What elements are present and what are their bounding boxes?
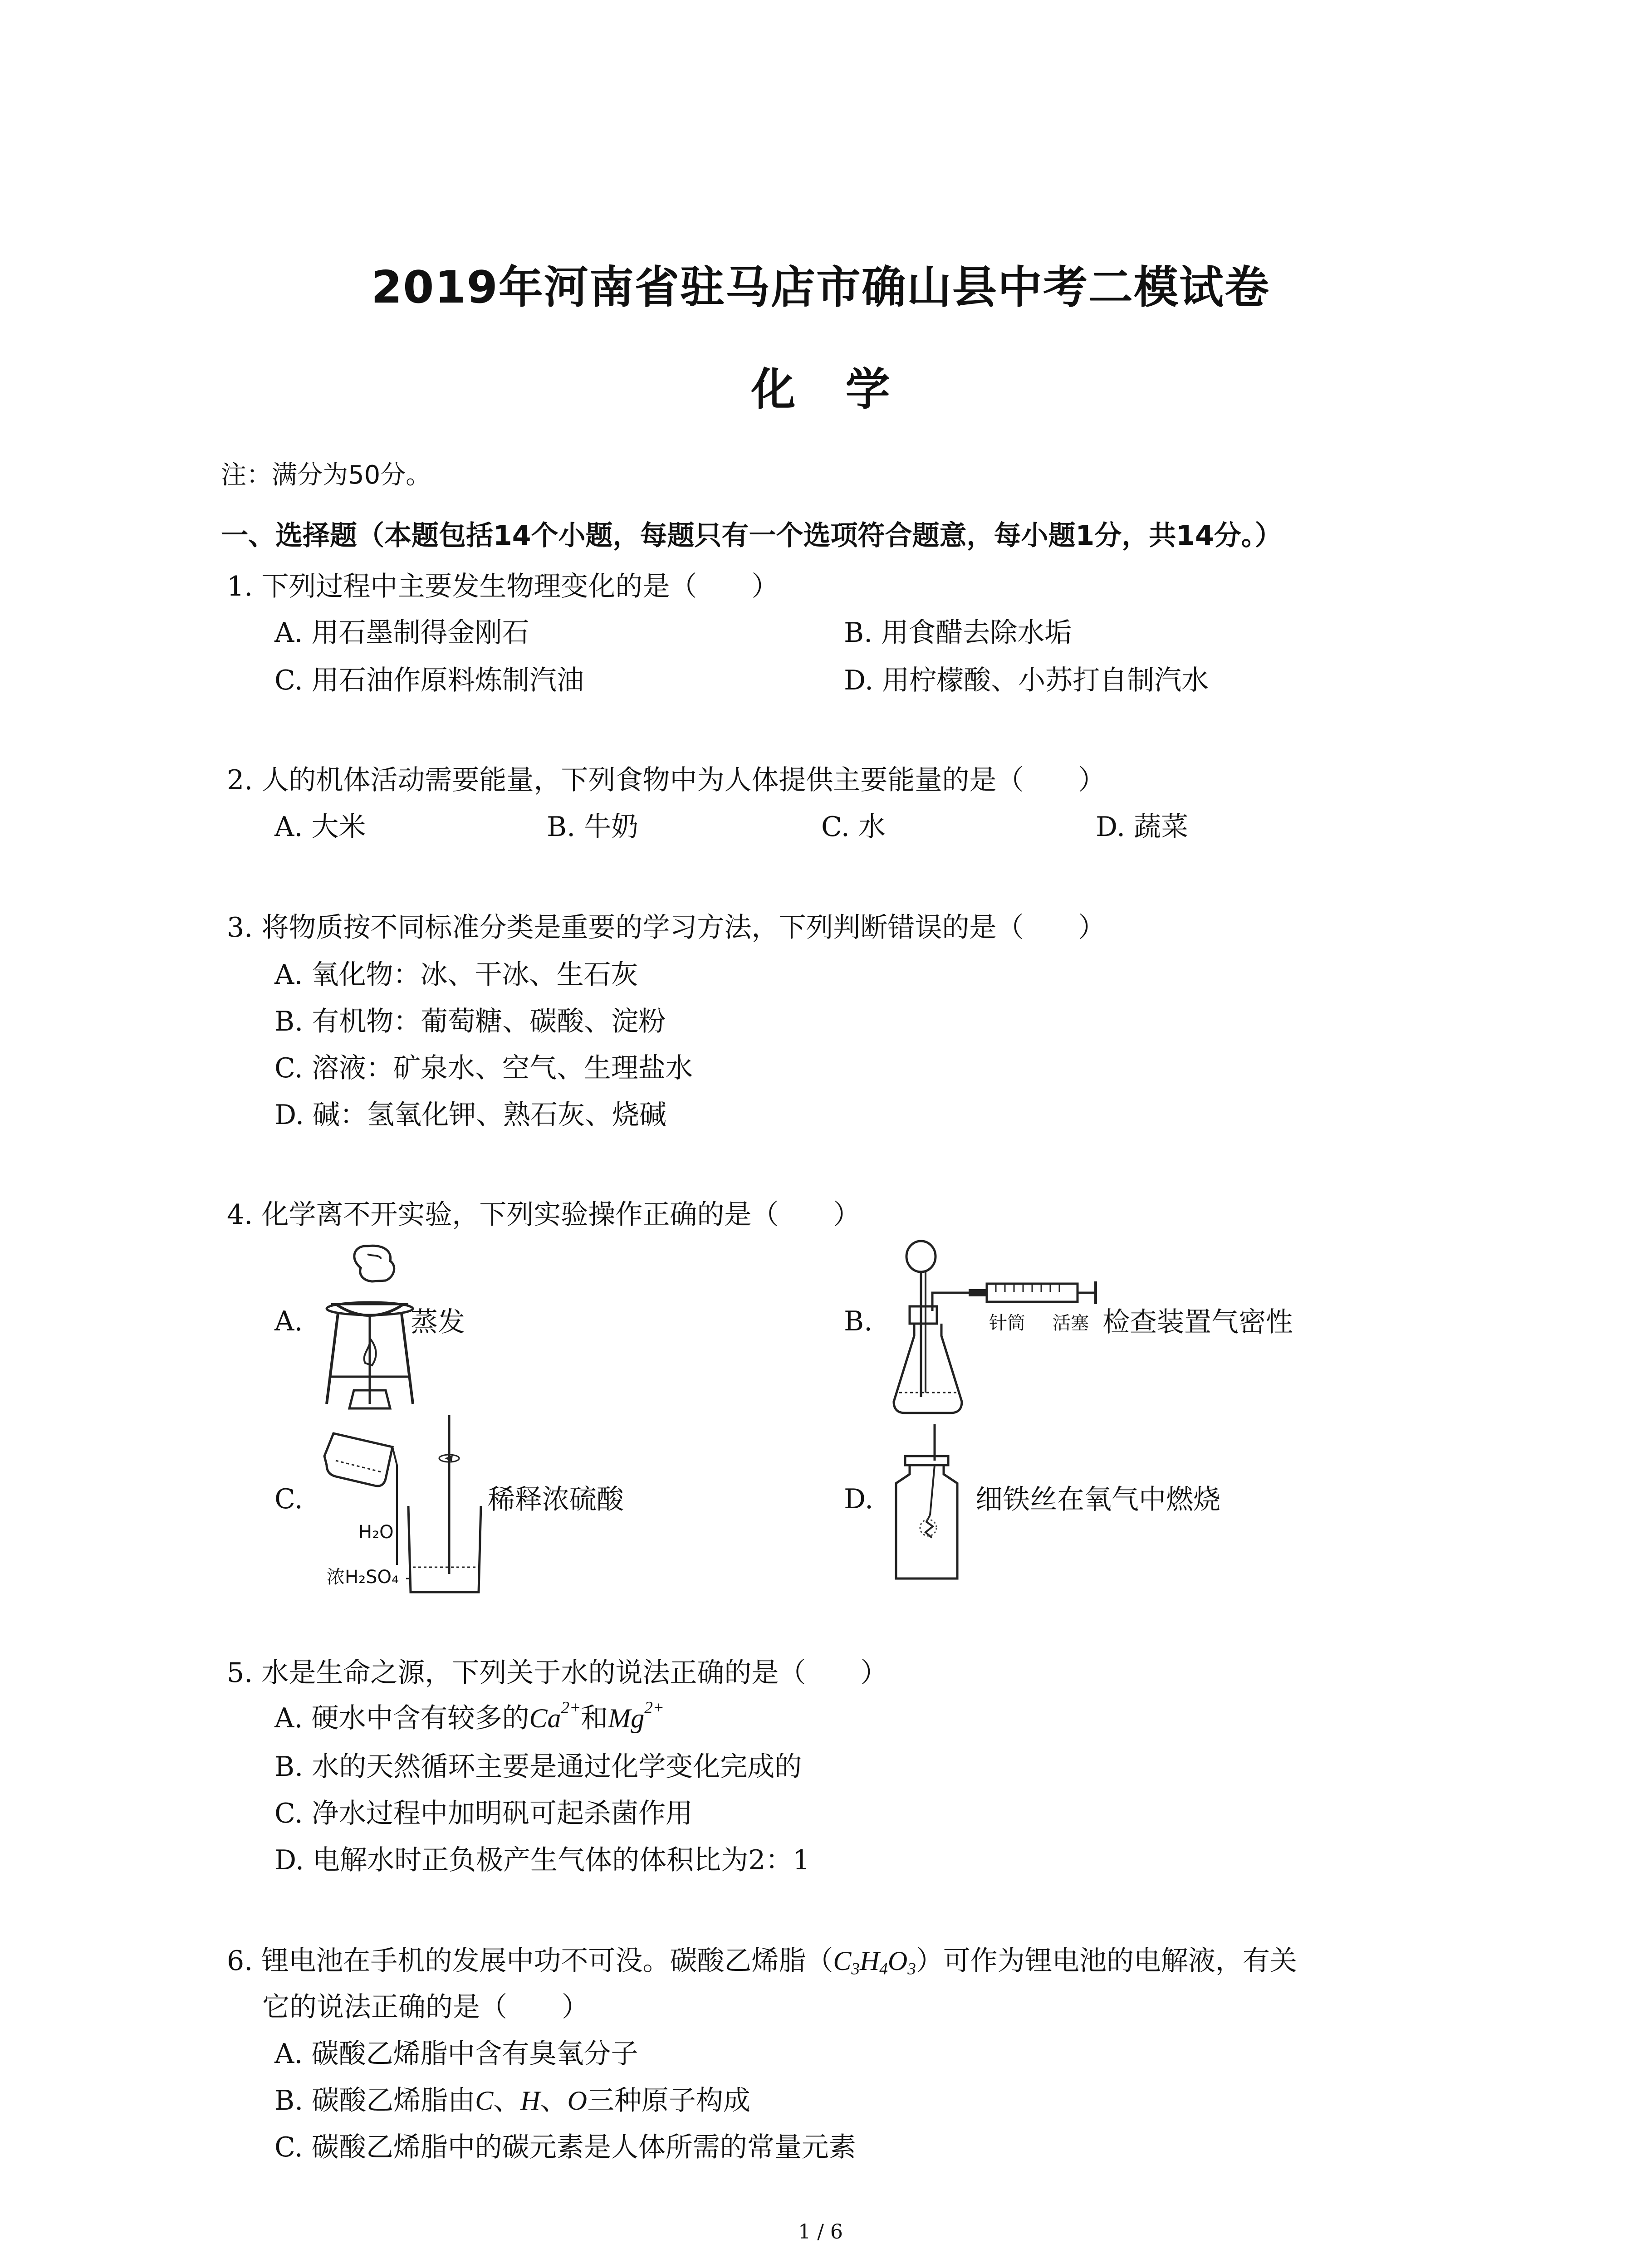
q6-formula xyxy=(833,1946,916,1979)
q4-option-b-text: 检查装置气密性 xyxy=(1102,1306,1293,1338)
symbol-h: H xyxy=(520,2086,540,2116)
q4-option-a-text: 蒸发 xyxy=(411,1306,465,1338)
magnesium-ion xyxy=(608,1698,664,1733)
sulfuric-acid-label: 浓H₂SO₄ xyxy=(327,1567,399,1588)
formula-h-count: 4 xyxy=(879,1960,888,1979)
formula-o: O xyxy=(887,1946,908,1976)
q3-option-a: A. 氧化物：冰、干冰、生石灰 xyxy=(274,959,638,991)
formula-c: C xyxy=(833,1946,852,1976)
q2-option-c: C. 水 xyxy=(821,811,886,843)
score-note: 注：满分为50分。 xyxy=(221,460,431,490)
q4-option-c-letter: C. xyxy=(274,1483,303,1515)
q2-option-d: D. 蔬菜 xyxy=(1096,811,1189,843)
q3-stem: 3. 将物质按不同标准分类是重要的学习方法，下列判断错误的是（ ） xyxy=(227,912,1106,943)
section-heading: 一、选择题（本题包括14个小题，每题只有一个选项符合题意，每小题1分，共14分。） xyxy=(221,520,1282,552)
magnesium-charge: 2+ xyxy=(644,1698,664,1717)
q6-option-b-suffix: 三种原子构成 xyxy=(587,2085,750,2116)
q4-option-c-text: 稀释浓硫酸 xyxy=(488,1484,624,1515)
q5-option-c: C. 净水过程中加明矾可起杀菌作用 xyxy=(274,1798,693,1829)
q6-option-a: A. 碳酸乙烯脂中含有臭氧分子 xyxy=(274,2038,638,2070)
separator-2: 、 xyxy=(540,2085,568,2116)
exam-title: 2019年河南省驻马店市确山县中考二模试卷 xyxy=(371,262,1270,313)
formula-h: H xyxy=(859,1946,880,1976)
formula-o-count: 3 xyxy=(907,1960,916,1979)
iron-combustion-apparatus-figure xyxy=(894,1424,962,1583)
q6-option-c: C. 碳酸乙烯脂中的碳元素是人体所需的常量元素 xyxy=(274,2131,856,2163)
q5-option-a xyxy=(274,1696,664,1735)
calcium-charge: 2+ xyxy=(561,1698,581,1717)
q5-option-a-and: 和 xyxy=(581,1702,608,1734)
q6-option-b xyxy=(274,2079,750,2118)
q6-stem-line1 xyxy=(227,1939,1297,1978)
q4-option-b-letter: B. xyxy=(844,1305,873,1337)
evaporation-apparatus-figure xyxy=(318,1241,422,1408)
q6-stem-line2: 它的说法正确的是（ ） xyxy=(262,1991,589,2023)
q6-option-b-prefix: B. 碳酸乙烯脂由 xyxy=(274,2085,475,2116)
q2-option-b: B. 牛奶 xyxy=(547,811,639,843)
q2-option-a: A. 大米 xyxy=(274,811,366,843)
q2-stem: 2. 人的机体活动需要能量，下列食物中为人体提供主要能量的是（ ） xyxy=(227,764,1106,796)
q3-option-b: B. 有机物：葡萄糖、碳酸、淀粉 xyxy=(274,1006,666,1037)
calcium-symbol: Ca xyxy=(529,1703,561,1733)
q5-option-d: D. 电解水时正负极产生气体的体积比为2：1 xyxy=(274,1844,810,1876)
q6-stem-part1: 6. 锂电池在手机的发展中功不可没。碳酸乙烯脂（ xyxy=(227,1945,833,1977)
q4-stem: 4. 化学离不开实验，下列实验操作正确的是（ ） xyxy=(227,1199,861,1231)
q3-option-c: C. 溶液：矿泉水、空气、生理盐水 xyxy=(274,1052,693,1084)
syringe-label: 针筒 xyxy=(989,1313,1025,1334)
q5-option-a-prefix: A. 硬水中含有较多的 xyxy=(274,1702,529,1734)
separator-1: 、 xyxy=(493,2085,521,2116)
subject-title xyxy=(0,354,1641,418)
q1-stem: 1. 下列过程中主要发生物理变化的是（ ） xyxy=(227,571,779,602)
q1-option-a: A. 用石墨制得金刚石 xyxy=(274,617,529,649)
symbol-o: O xyxy=(567,2086,587,2116)
q1-option-c: C. 用石油作原料炼制汽油 xyxy=(274,665,584,696)
q4-option-d-text: 细铁丝在氧气中燃烧 xyxy=(975,1484,1220,1515)
q4-option-a-letter: A. xyxy=(274,1305,303,1337)
q3-option-d: D. 碱：氢氧化钾、熟石灰、烧碱 xyxy=(274,1099,667,1131)
page-number: 1 / 6 xyxy=(798,2220,843,2244)
q5-stem: 5. 水是生命之源，下列关于水的说法正确的是（ ） xyxy=(227,1657,888,1689)
q5-option-b: B. 水的天然循环主要是通过化学变化完成的 xyxy=(274,1751,802,1783)
water-label: H₂O xyxy=(358,1522,394,1543)
symbol-c: C xyxy=(475,2086,494,2116)
calcium-ion xyxy=(529,1698,581,1733)
q1-option-b: B. 用食醋去除水垢 xyxy=(844,617,1072,649)
plunger-label: 活塞 xyxy=(1053,1313,1089,1334)
subject-char-2: 学 xyxy=(845,364,890,415)
formula-c-count: 3 xyxy=(851,1960,860,1979)
subject-char-1: 化 xyxy=(751,364,796,415)
q4-option-d-letter: D. xyxy=(844,1483,874,1515)
magnesium-symbol: Mg xyxy=(608,1703,645,1733)
q6-stem-part2: ）可作为锂电池的电解液，有关 xyxy=(916,1945,1297,1977)
q1-option-d: D. 用柠檬酸、小苏打自制汽水 xyxy=(844,665,1209,696)
